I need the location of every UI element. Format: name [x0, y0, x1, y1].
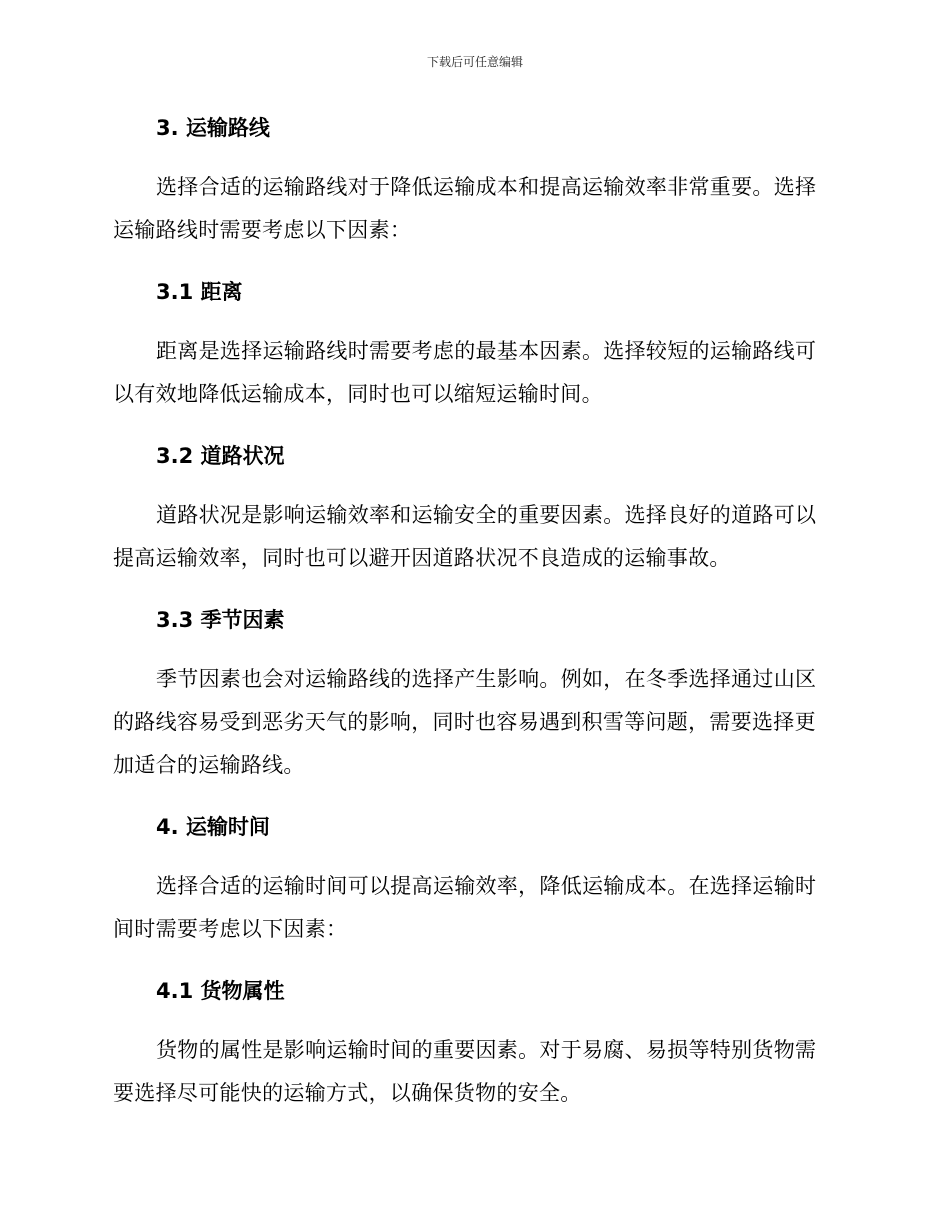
section-paragraph-3: 选择合适的运输路线对于降低运输成本和提高运输效率非常重要。选择运输路线时需要考虑以下因素： [113, 175, 817, 242]
section-heading-3: 3. 运输路线 [156, 116, 270, 140]
document-body [113, 110, 833, 1115]
section-paragraph-3-1: 距离是选择运输路线时需要考虑的最基本因素。选择较短的运输路线可以有效地降低运输成本，同时也可以缩短运输时间。 [113, 339, 817, 406]
section-heading-3-3: 3.3 季节因素 [156, 608, 285, 632]
section-paragraph-3-3: 季节因素也会对运输路线的选择产生影响。例如，在冬季选择通过山区的路线容易受到恶劣天气的影响，同时也容易遇到积雪等问题，需要选择更加适合的运输路线。 [113, 667, 817, 777]
section-paragraph-3-2: 道路状况是影响运输效率和运输安全的重要因素。选择良好的道路可以提高运输效率，同时也可以避开因道路状况不良造成的运输事故。 [113, 503, 817, 570]
section-paragraph-4: 选择合适的运输时间可以提高运输效率，降低运输成本。在选择运输时间时需要考虑以下因素： [113, 874, 817, 941]
section-heading-4-1: 4.1 货物属性 [156, 979, 285, 1003]
section-heading-4: 4. 运输时间 [156, 815, 270, 839]
section-heading-3-1: 3.1 距离 [156, 280, 243, 304]
page-header: 下载后可任意编辑 [426, 55, 523, 69]
section-heading-3-2: 3.2 道路状况 [156, 444, 285, 468]
section-paragraph-4-1: 货物的属性是影响运输时间的重要因素。对于易腐、易损等特别货物需要选择尽可能快的运输方式，以确保货物的安全。 [113, 1038, 817, 1105]
